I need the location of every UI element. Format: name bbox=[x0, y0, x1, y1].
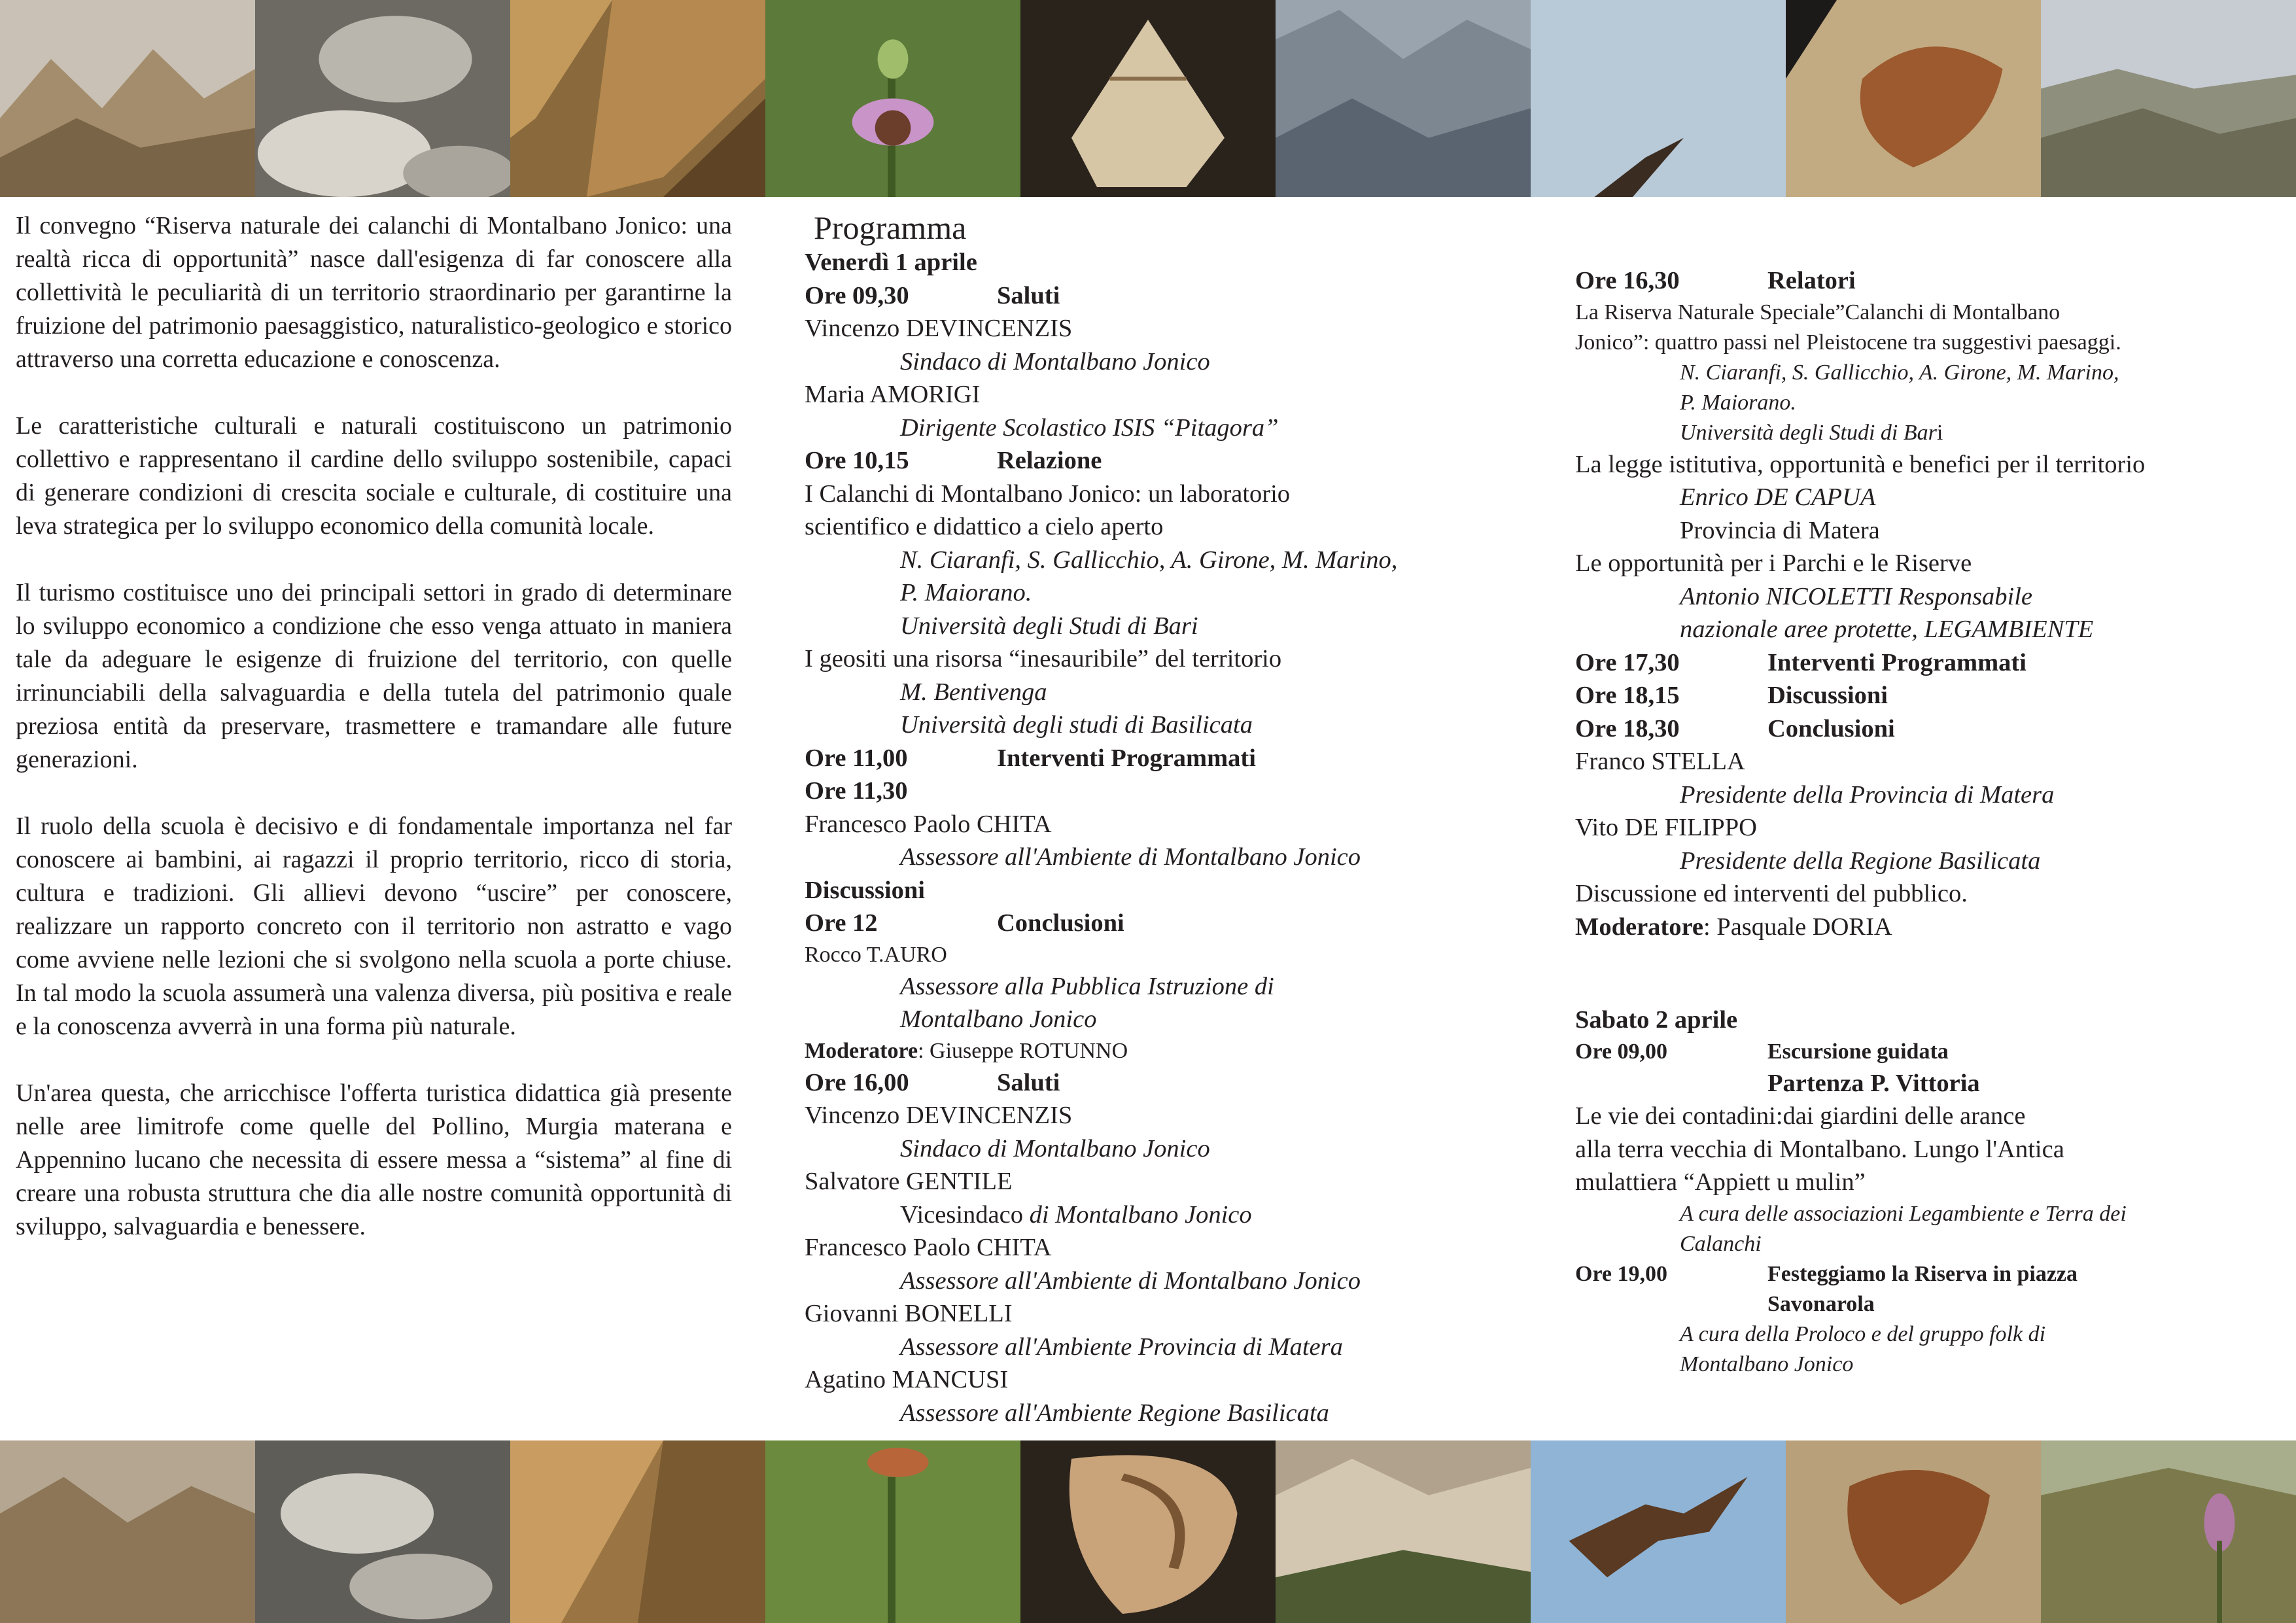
program-title: Programma bbox=[814, 209, 967, 246]
session-label: Savonarola bbox=[1767, 1291, 1875, 1316]
session-row bbox=[805, 279, 1550, 313]
session-label: Conclusioni bbox=[997, 909, 1124, 937]
moderator-name: : Giuseppe ROTUNNO bbox=[918, 1038, 1128, 1063]
speaker-role: Presidente della Provincia di Matera bbox=[1680, 780, 2055, 809]
speaker-name: Salvatore GENTILE bbox=[805, 1168, 1013, 1195]
speaker-role: Sindaco di Montalbano Jonico bbox=[900, 1134, 1210, 1162]
session-time: Ore 10,15 bbox=[805, 447, 909, 474]
speaker-role: Assessore all'Ambiente Provincia di Matera bbox=[900, 1333, 1343, 1361]
top-photo-strip bbox=[0, 0, 2296, 197]
talk-authors: P. Maiorano. bbox=[1680, 390, 1796, 415]
intro-paragraph: Il ruolo della scuola è decisivo e di fondamentale importanza nel far conoscere ai bambini, ai ragazzi il proprio territorio, ricco di storia, cultura e tradizioni. Gli allievi devono “uscire” per conoscere, realizzare un rapporto concreto con il territorio non astratto e vago come avviene nelle lezioni che si svolgono nella scuola a porte chiuse. In tal modo la scuola assumerà una valenza diversa, più positiva e reale e la conoscenza avverrà in una forma più naturale. bbox=[16, 812, 732, 1040]
organizer-credit: A cura delle associazioni Legambiente e Terra dei bbox=[1680, 1201, 2127, 1226]
session-time: Ore 09,00 bbox=[1575, 1039, 1668, 1064]
talk-authors: N. Ciaranfi, S. Gallicchio, A. Girone, M. Marino, bbox=[900, 546, 1398, 574]
day-heading: Venerdì 1 aprile bbox=[805, 249, 977, 276]
excursion-description: alla terra vecchia di Montalbano. Lungo l'Antica bbox=[1575, 1135, 2064, 1163]
session-row bbox=[1575, 712, 2282, 746]
hilltop-town-photo bbox=[2041, 0, 2296, 197]
conch-shell-photo bbox=[1020, 1440, 1276, 1623]
flying-kite-photo bbox=[1531, 1440, 1786, 1623]
session-row bbox=[805, 1066, 1550, 1100]
speaker-role: Sindaco di Montalbano Jonico bbox=[900, 347, 1210, 375]
speaker-name: Maria AMORIGI bbox=[805, 381, 981, 408]
moderator-label: Moderatore bbox=[805, 1038, 918, 1063]
speaker-name: Vito DE FILIPPO bbox=[1575, 814, 1757, 841]
session-row bbox=[805, 742, 1550, 775]
moderator-row bbox=[1575, 911, 2282, 944]
intro-paragraph: Le caratteristiche culturali e naturali costituiscono un patrimonio collettivo e rappresentano il cardine dello sviluppo sostenibile, capaci di generare condizioni di crescita sociale e culturale, di costituire una leva strategica per lo sviluppo economico della comunità locale. bbox=[16, 412, 732, 540]
speaker-role: nazionale aree protette, LEGAMBIENTE bbox=[1680, 616, 2094, 643]
session-label: Interventi Programmati bbox=[1767, 648, 2026, 676]
speaker-role: Assessore alla Pubblica Istruzione di bbox=[900, 972, 1274, 1000]
organizer-credit: Montalbano Jonico bbox=[1680, 1352, 1854, 1376]
intro-column bbox=[16, 209, 732, 1277]
affiliation-text: Università degli Studi di Bar bbox=[1680, 420, 1937, 445]
session-time: Ore 11,00 bbox=[805, 744, 908, 772]
spiral-shell-photo bbox=[1020, 0, 1276, 197]
talk-title: I geositi una risorsa “inesauribile” del territorio bbox=[805, 645, 1282, 672]
talk-affiliation: Università degli Studi di Bari bbox=[900, 612, 1198, 640]
talk-title: Jonico”: quattro passi nel Pleistocene tra suggestivi paesaggi. bbox=[1575, 330, 2121, 355]
organizer-credit: Calanchi bbox=[1680, 1231, 1762, 1256]
session-label: Escursione guidata bbox=[1767, 1039, 1949, 1064]
moderator-label: Moderatore bbox=[1575, 913, 1703, 941]
speaker-name: Enrico DE CAPUA bbox=[1680, 483, 1876, 511]
session-row bbox=[1575, 264, 2282, 298]
talk-affiliation bbox=[1575, 418, 2282, 448]
eroded-hills-photo bbox=[510, 0, 765, 197]
session-time: Ore 12 bbox=[805, 909, 878, 937]
session-row bbox=[1575, 679, 2282, 712]
speaker-role: Provincia di Matera bbox=[1680, 516, 1880, 544]
clam-shells-photo bbox=[255, 0, 510, 197]
session-time: Ore 16,00 bbox=[805, 1068, 909, 1096]
speaker-name: Francesco Paolo CHITA bbox=[805, 810, 1052, 838]
speaker-role: Presidente della Regione Basilicata bbox=[1680, 846, 2041, 875]
session-row bbox=[1575, 1259, 2282, 1289]
talk-title: I Calanchi di Montalbano Jonico: un laboratorio bbox=[805, 480, 1291, 508]
orchid-field-photo bbox=[2041, 1440, 2296, 1623]
talk-title: scientifico e didattico a cielo aperto bbox=[805, 513, 1164, 540]
session-label: Interventi Programmati bbox=[997, 744, 1256, 772]
eroded-hills-photo bbox=[510, 1440, 765, 1623]
session-label: Saluti bbox=[997, 1068, 1060, 1096]
speaker-name: Agatino MANCUSI bbox=[805, 1366, 1009, 1393]
bottom-photo-strip bbox=[0, 1440, 2296, 1623]
session-time: Ore 16,30 bbox=[1575, 267, 1680, 294]
session-row bbox=[805, 907, 1550, 940]
session-time: Ore 11,30 bbox=[805, 777, 908, 805]
talk-affiliation: Università degli studi di Basilicata bbox=[900, 711, 1253, 739]
session-label: Relazione bbox=[997, 447, 1102, 474]
moderator-name: : Pasquale DORIA bbox=[1703, 913, 1892, 941]
intro-paragraph: Il turismo costituisce uno dei principali settori in grado di determinare lo sviluppo economico a condizione che esso venga attuato in maniera tale da adeguare le esigenze di fruizione del territorio, con quelle irrinunciabili della salvaguardia e della tutela del patrimonio quale preziosa entità da preservare, trasmettere e tramandare alle future generazioni. bbox=[16, 579, 732, 773]
intro-paragraph: Un'area questa, che arricchisce l'offerta turistica didattica già presente nelle aree limitrofe come quelle del Pollino, Murgia materana e Appennino lucano che necessita di essere messa a “sistema” al fine di creare una robusta struttura che dia alle nostre comunità opportunità di sviluppo, salvaguardia e benessere. bbox=[16, 1079, 732, 1240]
talk-title: La Riserva Naturale Speciale”Calanchi di Montalbano bbox=[1575, 300, 2061, 324]
eagle-sky-photo bbox=[1531, 0, 1786, 197]
talk-title: Le opportunità per i Parchi e le Riserve bbox=[1575, 550, 1972, 577]
talk-authors: P. Maiorano. bbox=[900, 579, 1032, 606]
speaker-name: Rocco T.AURO bbox=[805, 942, 947, 967]
badlands-photo bbox=[0, 1440, 255, 1623]
session-label: Conclusioni bbox=[1767, 714, 1895, 742]
session-label: Saluti bbox=[997, 281, 1060, 309]
clam-shells-photo bbox=[255, 1440, 510, 1623]
speaker-name: Franco STELLA bbox=[1575, 748, 1745, 775]
speaker-name: Vincenzo DEVINCENZIS bbox=[805, 315, 1073, 342]
excursion-description: Le vie dei contadini:dai giardini delle arance bbox=[1575, 1102, 2026, 1130]
speaker-name: Antonio NICOLETTI Responsabile bbox=[1680, 582, 2033, 610]
speaker-role: Montalbano Jonico bbox=[900, 1005, 1097, 1033]
program-continued-column bbox=[1575, 264, 2282, 1380]
leaf-fossil-photo bbox=[1786, 0, 2041, 197]
intro-paragraph: Il convegno “Riserva naturale dei calanchi di Montalbano Jonico: una realtà ricca di opportunità” nasce dall'esigenza di far conoscere alla collettività le peculiarità di un territorio straordinario per garantirne la fruizione del patrimonio paesaggistico, naturalistico-geologico e storico attraverso una corretta educazione e conoscenza. bbox=[16, 212, 732, 373]
session-time: Ore 18,30 bbox=[1575, 714, 1680, 742]
speaker-name: Giovanni BONELLI bbox=[805, 1300, 1013, 1327]
speaker-role: Assessore all'Ambiente Regione Basilicata bbox=[900, 1399, 1329, 1427]
speaker-role-prefix: Vicesindaco bbox=[900, 1200, 1030, 1229]
eroded-ridges-photo bbox=[1276, 0, 1531, 197]
speaker-name: Vincenzo DEVINCENZIS bbox=[805, 1102, 1073, 1129]
session-row bbox=[805, 444, 1550, 478]
speaker-name: Francesco Paolo CHITA bbox=[805, 1234, 1052, 1261]
session-time: Ore 18,15 bbox=[1575, 682, 1680, 709]
program-column bbox=[805, 209, 1550, 1429]
session-time: Ore 19,00 bbox=[1575, 1261, 1668, 1286]
talk-authors: N. Ciaranfi, S. Gallicchio, A. Girone, M. Marino, bbox=[1680, 360, 2119, 385]
eroded-slopes-photo bbox=[1276, 1440, 1531, 1623]
talk-title: La legge istitutiva, opportunità e benefici per il territorio bbox=[1575, 450, 2146, 478]
leaf-fossil-photo bbox=[1786, 1440, 2041, 1623]
session-label: Relatori bbox=[1767, 267, 1856, 294]
session-label: Discussioni bbox=[1767, 682, 1888, 709]
session-row bbox=[1575, 1037, 2282, 1067]
excursion-description: mulattiera “Appiett u mulin” bbox=[1575, 1168, 1866, 1196]
talk-authors: M. Bentivenga bbox=[900, 678, 1047, 706]
orchid-stem-photo bbox=[765, 1440, 1020, 1623]
session-subtitle: Partenza P. Vittoria bbox=[1767, 1069, 1980, 1097]
orchid-flower-photo bbox=[765, 0, 1020, 197]
session-time: Ore 17,30 bbox=[1575, 648, 1680, 676]
session-row bbox=[1575, 646, 2282, 680]
session-time: Ore 09,30 bbox=[805, 281, 909, 309]
speaker-role-suffix: di Montalbano Jonico bbox=[1029, 1200, 1252, 1229]
session-label: Festeggiamo la Riserva in piazza bbox=[1767, 1261, 2078, 1286]
session-row bbox=[805, 775, 1550, 808]
speaker-role: Dirigente Scolastico ISIS “Pitagora” bbox=[900, 413, 1279, 442]
day-heading: Sabato 2 aprile bbox=[1575, 1006, 1738, 1034]
speaker-role: Assessore all'Ambiente di Montalbano Jonico bbox=[900, 1266, 1361, 1295]
moderator-row bbox=[805, 1036, 1550, 1066]
session-label: Discussioni bbox=[805, 876, 926, 904]
badlands-photo bbox=[0, 0, 255, 197]
discussion-note: Discussione ed interventi del pubblico. bbox=[1575, 880, 1968, 907]
affiliation-tail: i bbox=[1936, 420, 1943, 445]
organizer-credit: A cura della Proloco e del gruppo folk di bbox=[1680, 1321, 2046, 1346]
speaker-role: Assessore all'Ambiente di Montalbano Jonico bbox=[900, 843, 1361, 871]
speaker-role bbox=[805, 1198, 1550, 1232]
